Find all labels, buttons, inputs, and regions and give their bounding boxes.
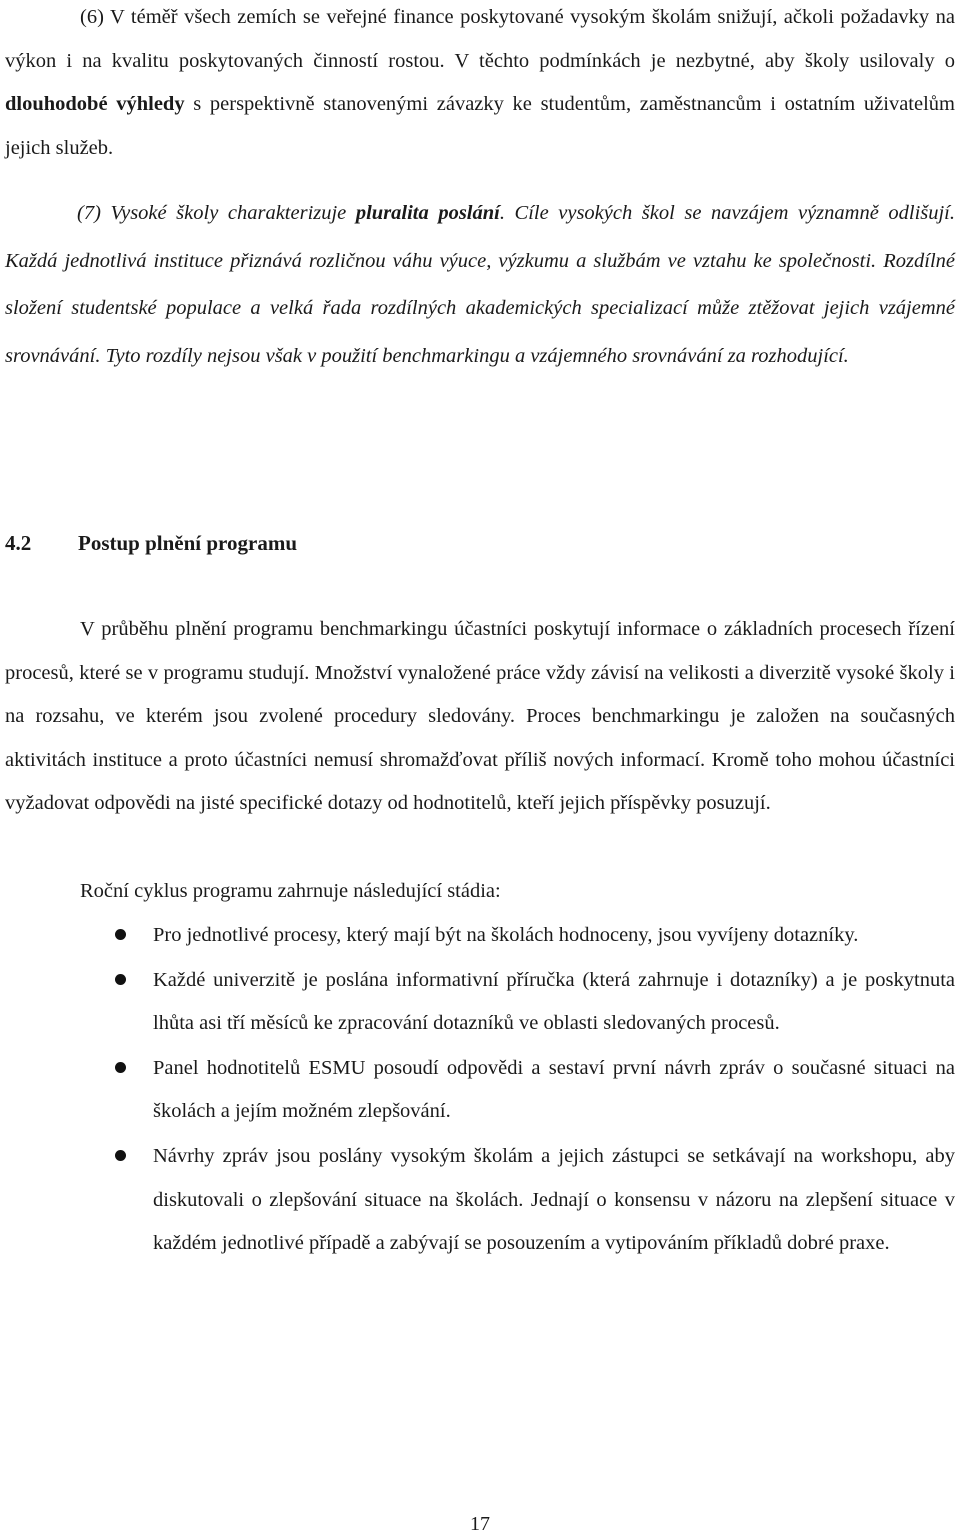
paragraph-7 — [5, 190, 955, 380]
list-item-text: Panel hodnotitelů ESMU posoudí odpovědi a sestaví první návrh zpráv o současné situaci na školách a jejím možném zlepšování. — [153, 1056, 955, 1123]
paragraph-6-text-end: s perspektivně stanovenými závazky ke studentům, zaměstnancům i ostatním uživatelům jejich služeb. — [5, 93, 955, 159]
bullet-icon — [115, 1150, 126, 1161]
section-number: 4.2 — [5, 531, 32, 555]
page-number: 17 — [470, 1513, 490, 1535]
section-title: Postup plnění programu — [78, 531, 297, 555]
list-item-text: Každé univerzitě je poslána informativní příručka (která zahrnuje i dotazníky) a je poskytnuta lhůta asi tří měsíců ke zpracování dotazníků ve oblasti sledovaných procesů. — [153, 968, 955, 1035]
paragraph-7-bold-phrase: pluralita poslání — [355, 202, 500, 224]
list-item-text: Pro jednotlivé procesy, který mají být na školách hodnoceny, jsou vyvíjeny dotazníky. — [153, 924, 859, 946]
section-heading — [5, 529, 297, 557]
paragraph-6 — [5, 0, 955, 170]
bullet-icon — [115, 974, 126, 985]
list-item — [0, 1047, 960, 1134]
bullet-icon — [115, 929, 126, 940]
paragraph-6-text-start: (6) V téměř všech zemích se veřejné finance poskytované vysokým školám snižují, ačkoli požadavky na výkon i na kvalitu poskytovaných činností rostou. V těchto podmínkách je nezbytné, aby školy usilovaly o — [5, 6, 955, 72]
bullet-icon — [115, 1062, 126, 1073]
paragraph-7-text-start: (7) Vysoké školy charakterizuje — [77, 202, 356, 224]
paragraph-7-text-end: . Cíle vysokých škol se navzájem významně odlišují. Každá jednotlivá instituce přiznává rozličnou váhu výuce, výzkumu a službám ve vztahu ke společnosti. Rozdílné složení studentské populace a velká řada rozdílných akademických specializací může ztěžovat jejich vzájemné srovnávání. Tyto rozdíly nejsou však v použití benchmarkingu a vzájemného srovnávání za rozhodující. — [5, 202, 956, 367]
list-item — [0, 914, 960, 958]
paragraph-cycle: Roční cyklus programu zahrnuje následující stádia: — [80, 880, 501, 902]
paragraph-process: V průběhu plnění programu benchmarkingu účastníci poskytují informace o základních procesech řízení procesů, které se v programu studují. Množství vynaložené práce vždy závisí na velikosti a diverzitě vysoké školy i na rozsahu, ve kterém jsou zvolené procedury sledovány. Proces benchmarkingu je založen na současných aktivitách instituce a proto účastníci nemusí shromažďovat příliš nových informací. Kromě toho mohou účastníci vyžadovat odpovědi na jisté specifické dotazy od hodnotitelů, kteří jejich příspěvky posuzují. — [5, 618, 955, 815]
list-item — [0, 1135, 960, 1266]
paragraph-6-bold-phrase: dlouhodobé výhledy — [5, 93, 185, 115]
stage-list — [0, 914, 960, 1267]
list-item-text: Návrhy zpráv jsou poslány vysokým školám a jejich zástupci se setkávají na workshopu, aby diskutovali o zlepšování situace na školách. Jednají o konsensu v názoru na zlepšení situace v každém jednotlivé případě a zabývají se posouzením a vytipováním příkladů dobré praxe. — [153, 1144, 955, 1255]
list-item — [0, 959, 960, 1046]
